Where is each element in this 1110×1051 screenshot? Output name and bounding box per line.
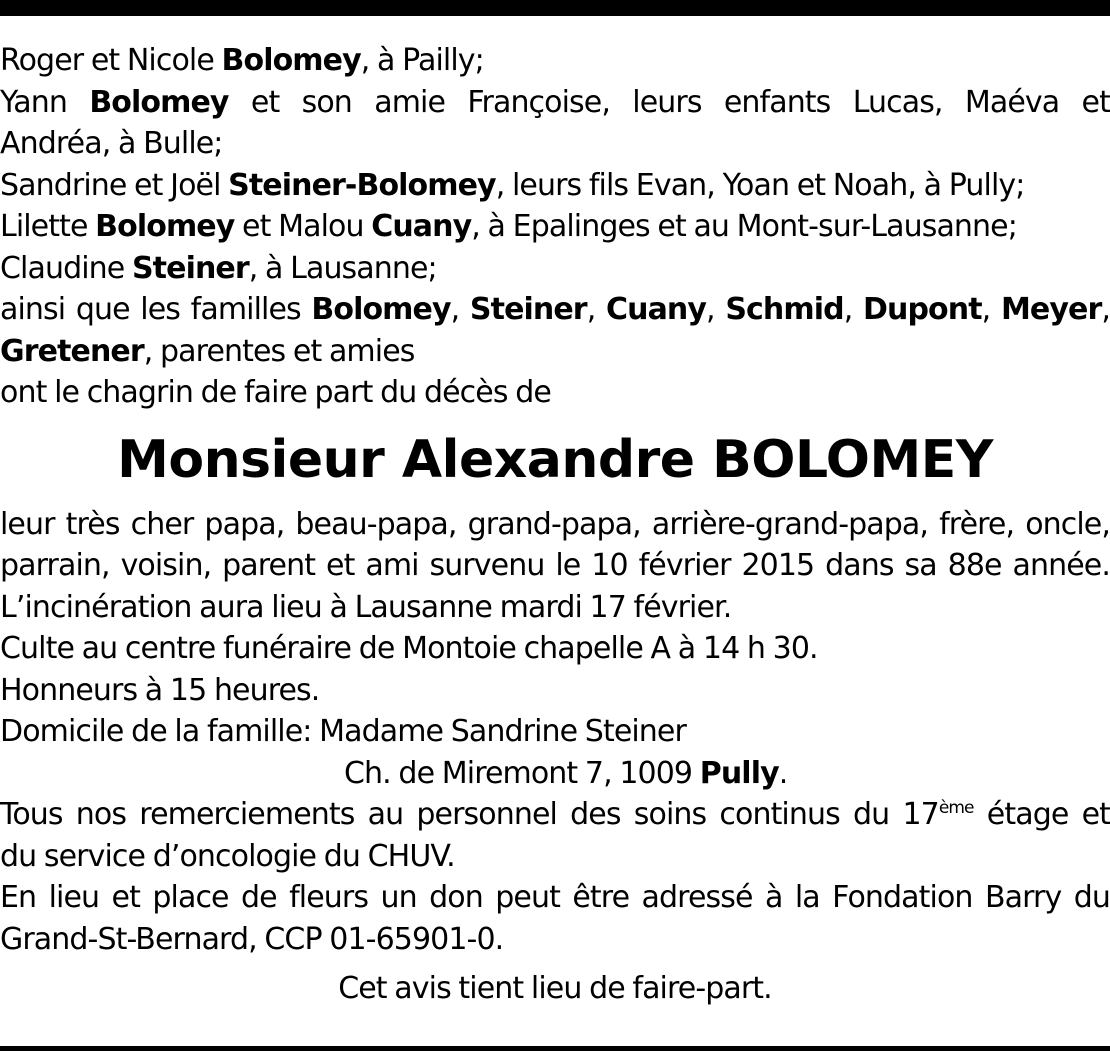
- body-line-8: [0, 794, 1110, 836]
- family-line-8: [0, 331, 1110, 373]
- surname: Gretener: [0, 333, 144, 369]
- surname: Schmid: [725, 292, 844, 327]
- family-line-6: [0, 248, 1110, 290]
- text: et Malou: [234, 209, 372, 244]
- family-line-7: [0, 289, 1110, 331]
- text: étage et: [973, 797, 1110, 832]
- bottom-rule: [0, 1046, 1110, 1051]
- body-line-5: Honneurs à 15 heures.: [0, 672, 320, 708]
- surname: Steiner: [469, 292, 587, 327]
- text: Yann: [0, 84, 90, 120]
- family-line-2: [0, 82, 1110, 124]
- deceased-name: Monsieur Alexandre BOLOMEY: [117, 429, 993, 490]
- family-line-9: ont le chagrin de faire part du décès de: [0, 375, 551, 410]
- text: Sandrine et Joël: [0, 167, 229, 203]
- body-line-9: du service d’oncologie du CHUV.: [0, 838, 455, 874]
- text: Ch. de Miremont 7, 1009: [344, 755, 700, 791]
- body-line-2: parrain, voisin, parent et ami survenu le 10 février 2015 dans sa 88e année.: [0, 548, 1110, 583]
- text: , à Pailly;: [360, 43, 484, 78]
- text: , à Lausanne;: [248, 250, 437, 286]
- family-line-1: [0, 40, 1110, 82]
- text: .: [778, 755, 788, 791]
- surname: Dupont: [863, 292, 982, 327]
- obituary-notice: [0, 40, 1110, 1010]
- text: Lilette: [0, 209, 96, 244]
- separator: ,: [450, 292, 460, 327]
- surname: Bolomey: [221, 43, 361, 78]
- surname: Steiner-Bolomey: [228, 167, 496, 203]
- body-line-6: Domicile de la famille: Madame Sandrine Steiner: [0, 714, 686, 749]
- surname: Meyer: [1000, 292, 1102, 327]
- body-line-11: Grand-St-Bernard, CCP 01-65901-0.: [0, 921, 504, 957]
- town: Pully: [699, 755, 779, 791]
- separator: ,: [843, 292, 853, 327]
- surname: Bolomey: [89, 84, 229, 120]
- separator: ,: [586, 292, 596, 327]
- text: , parentes et amies: [143, 333, 415, 369]
- superscript: ème: [938, 798, 974, 818]
- text: Roger et Nicole: [0, 43, 222, 78]
- separator: ,: [981, 292, 991, 327]
- text: Tous nos remerciements au personnel des soins continus du 17: [0, 797, 939, 832]
- body-line-3: L’incinération aura lieu à Lausanne mardi 17 février.: [0, 589, 732, 625]
- body-line-10: En lieu et place de fleurs un don peut être adressé à la Fondation Barry du: [0, 880, 1110, 915]
- family-line-3: Andréa, à Bulle;: [0, 126, 223, 161]
- family-line-5: [0, 206, 1110, 248]
- surname: Steiner: [131, 250, 249, 286]
- body-line-4: Culte au centre funéraire de Montoie chapelle A à 14 h 30.: [0, 631, 818, 666]
- surname: Cuany: [606, 292, 707, 327]
- surname: Cuany: [371, 209, 472, 244]
- closing-line: Cet avis tient lieu de faire-part.: [338, 971, 772, 1006]
- top-rule: [0, 0, 1110, 16]
- text: , à Epalinges et au Mont-sur-Lausanne;: [471, 209, 1017, 244]
- text: Claudine: [0, 250, 132, 286]
- body-line-7: [0, 753, 1110, 795]
- body-line-1: leur très cher papa, beau-papa, grand-papa, arrière-grand-papa, frère, oncle,: [0, 506, 1110, 542]
- text: , leurs fils Evan, Yoan et Noah, à Pully;: [495, 167, 1025, 203]
- text: et son amie Françoise, leurs enfants Lucas, Maéva et: [228, 84, 1110, 120]
- surname: Bolomey: [311, 292, 451, 327]
- family-line-4: [0, 165, 1110, 207]
- text: ainsi que les familles: [0, 292, 312, 327]
- separator: ,: [706, 292, 715, 327]
- separator: ,: [1101, 292, 1110, 327]
- surname: Bolomey: [95, 209, 235, 244]
